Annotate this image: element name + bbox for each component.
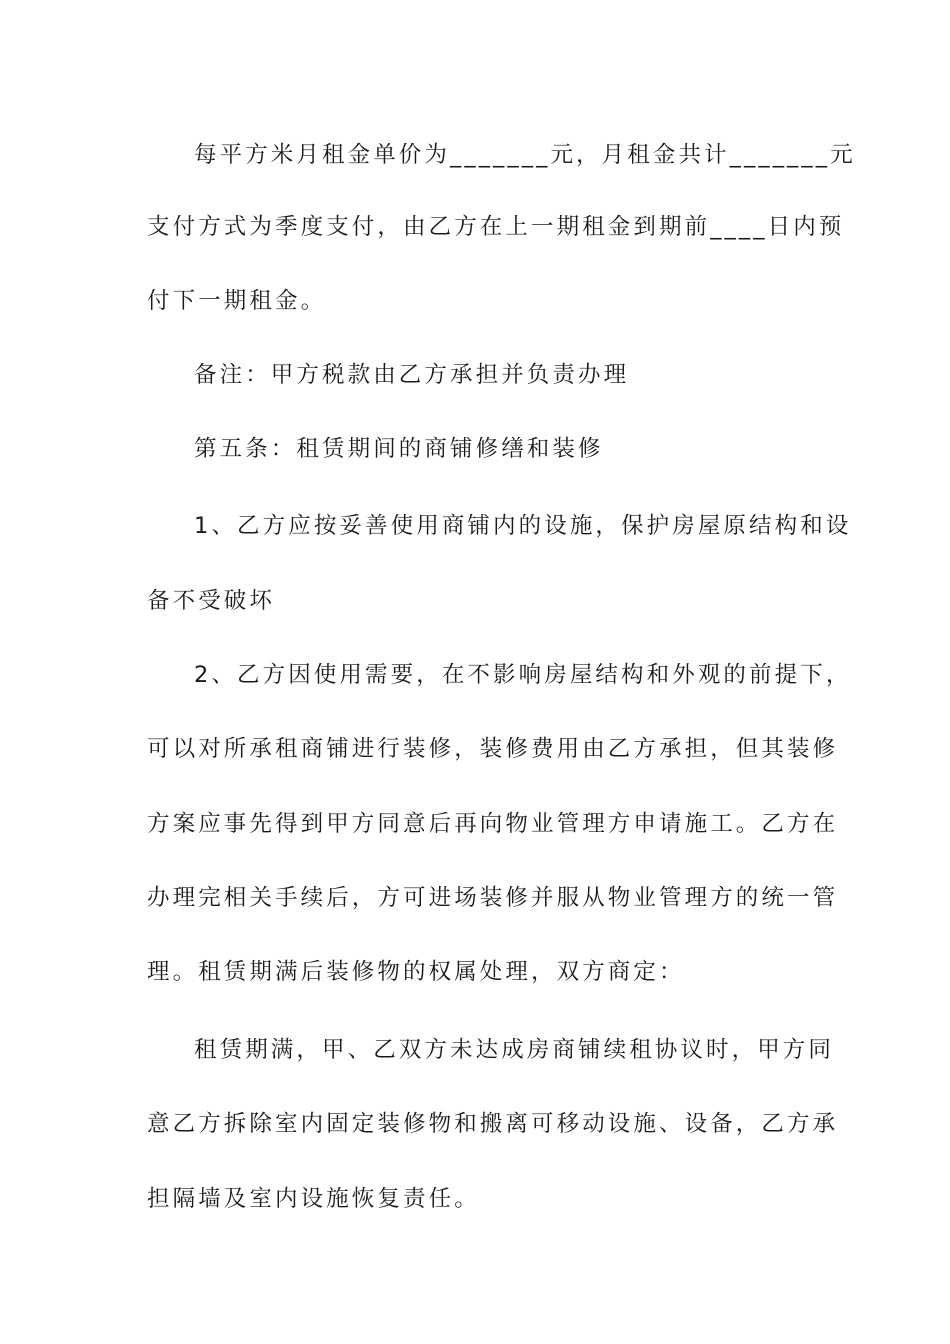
text-line: 担隔墙及室内设施恢复责任。 <box>147 1186 480 1212</box>
text-line: 备不受破坏 <box>147 588 276 614</box>
text-line: 1、乙方应按妥善使用商铺内的设施，保护房屋原结构和设 <box>194 513 852 539</box>
text-line: 可以对所承租商铺进行装修，装修费用由乙方承担，但其装修 <box>147 736 839 762</box>
text-line: 支付方式为季度支付，由乙方在上一期租金到期前____日内预 <box>147 214 845 240</box>
text-line: 方案应事先得到甲方同意后再向物业管理方申请施工。乙方在 <box>147 811 839 837</box>
section-heading: 第五条：租赁期间的商铺修缮和装修 <box>194 436 604 462</box>
text-line: 理。租赁期满后装修物的权属处理，双方商定： <box>147 959 685 985</box>
text-line: 付下一期租金。 <box>147 288 327 314</box>
text-line: 租赁期满，甲、乙双方未达成房商铺续租协议时，甲方同 <box>194 1037 835 1063</box>
text-line: 每平方米月租金单价为_______元，月租金共计_______元 <box>194 142 856 168</box>
text-line: 备注：甲方税款由乙方承担并负责办理 <box>194 362 630 388</box>
text-line: 办理完相关手续后，方可进场装修并服从物业管理方的统一管 <box>147 885 839 911</box>
text-line: 2、乙方因使用需要，在不影响房屋结构和外观的前提下， <box>194 662 852 688</box>
text-line: 意乙方拆除室内固定装修物和搬离可移动设施、设备，乙方承 <box>147 1111 839 1137</box>
